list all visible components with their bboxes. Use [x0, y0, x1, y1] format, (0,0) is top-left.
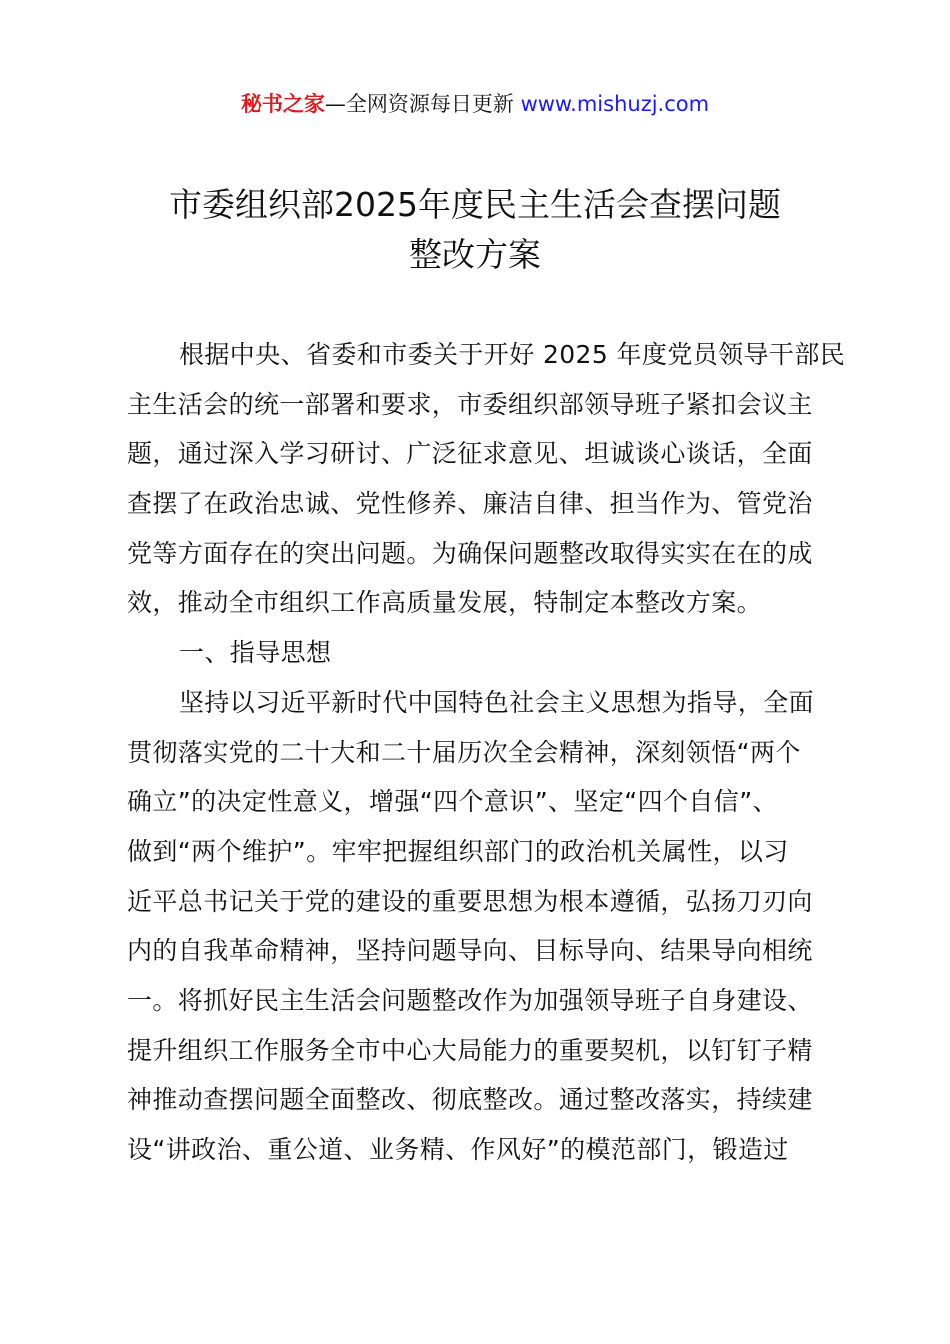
- site-url-link[interactable]: www.mishuzj.com: [520, 92, 710, 116]
- text-line: 提升组织工作服务全市中心大局能力的重要契机，以钉钉子精: [127, 1035, 813, 1065]
- paragraph: [127, 330, 847, 628]
- site-banner: [0, 88, 950, 120]
- text-line: 内的自我革命精神，坚持问题导向、目标导向、结果导向相统: [127, 936, 813, 966]
- text-line: 坚持以习近平新时代中国特色社会主义思想为指导，全面: [179, 687, 815, 717]
- text-line: 题，通过深入学习研讨、广泛征求意见、坦诚谈心谈话，全面: [127, 439, 813, 469]
- document-body: [127, 330, 847, 1175]
- text-line: 做到“两个维护”。牢牢把握组织部门的政治机关属性，以习: [127, 836, 789, 866]
- text-line: 根据中央、省委和市委关于开好 2025 年度党员领导干部民: [179, 340, 846, 369]
- text-line: 一。将抓好民主生活会问题整改作为加强领导班子自身建设、: [127, 985, 813, 1015]
- title-line: 市委组织部2025年度民主生活会查摆问题: [169, 185, 781, 224]
- document-title: [0, 180, 950, 280]
- text-line: 查摆了在政治忠诚、党性修养、廉洁自律、担当作为、管党治: [127, 489, 813, 519]
- section-heading: [127, 628, 847, 678]
- title-line: 整改方案: [409, 235, 541, 274]
- banner-slogan: —全网资源每日更新: [324, 92, 521, 116]
- brand-name: 秘书之家: [240, 92, 325, 116]
- text-line: 党等方面存在的突出问题。为确保问题整改取得实实在在的成: [127, 538, 813, 568]
- text-line: 一、指导思想: [179, 638, 332, 668]
- text-line: 神推动查摆问题全面整改、彻底整改。通过整改落实，持续建: [127, 1085, 813, 1115]
- text-line: 确立”的决定性意义，增强“四个意识”、坚定“四个自信”、: [127, 787, 778, 817]
- text-line: 贯彻落实党的二十大和二十届历次全会精神，深刻领悟“两个: [127, 737, 801, 767]
- text-line: 效，推动全市组织工作高质量发展，特制定本整改方案。: [127, 588, 763, 618]
- text-line: 设“讲政治、重公道、业务精、作风好”的模范部门，锻造过: [127, 1135, 789, 1164]
- text-line: 主生活会的统一部署和要求，市委组织部领导班子紧扣会议主: [127, 389, 813, 419]
- paragraph: [127, 678, 847, 1175]
- text-line: 近平总书记关于党的建设的重要思想为根本遵循，弘扬刀刃向: [127, 886, 813, 916]
